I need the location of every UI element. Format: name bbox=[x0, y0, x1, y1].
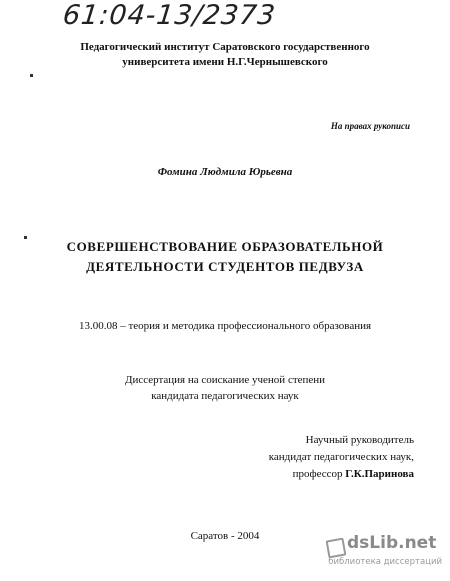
handwritten-archive-number: 61:04-13/2373 bbox=[61, 0, 278, 31]
specialty-code: 13.00.08 – теория и методика профессионального образования bbox=[78, 320, 372, 332]
dissertation-line-2: кандидата педагогических наук bbox=[151, 390, 299, 402]
title-line-1: СОВЕРШЕНСТВОВАНИЕ ОБРАЗОВАТЕЛЬНОЙ bbox=[66, 239, 384, 254]
supervisor-title: профессор bbox=[292, 468, 343, 480]
supervisor-name: Г.К.Паринова bbox=[345, 468, 414, 480]
watermark[interactable] bbox=[327, 535, 442, 575]
manuscript-rights-label: На правах рукописи bbox=[330, 121, 410, 131]
watermark-tagline: библиотека диссертаций bbox=[328, 557, 442, 567]
city-year: Саратов - 2004 bbox=[190, 530, 260, 542]
institution-line-2: университета имени Н.Г.Чернышевского bbox=[122, 56, 328, 68]
supervisor-title-line bbox=[293, 466, 414, 483]
supervisor-degree: кандидат педагогических наук, bbox=[268, 451, 414, 463]
supervisor-role: Научный руководитель bbox=[305, 434, 414, 446]
author-name: Фомина Людмила Юрьевна bbox=[157, 166, 293, 178]
scan-speck bbox=[24, 236, 27, 239]
scan-speck bbox=[30, 74, 33, 77]
title-line-2: ДЕЯТЕЛЬНОСТИ СТУДЕНТОВ ПЕДВУЗА bbox=[86, 259, 364, 274]
dissertation-line-1: Диссертация на соискание ученой степени bbox=[124, 374, 326, 386]
book-icon bbox=[326, 538, 347, 559]
institution-line-1: Педагогический институт Саратовского государственного bbox=[80, 41, 370, 53]
watermark-site-name: dsLib.net bbox=[347, 533, 437, 553]
